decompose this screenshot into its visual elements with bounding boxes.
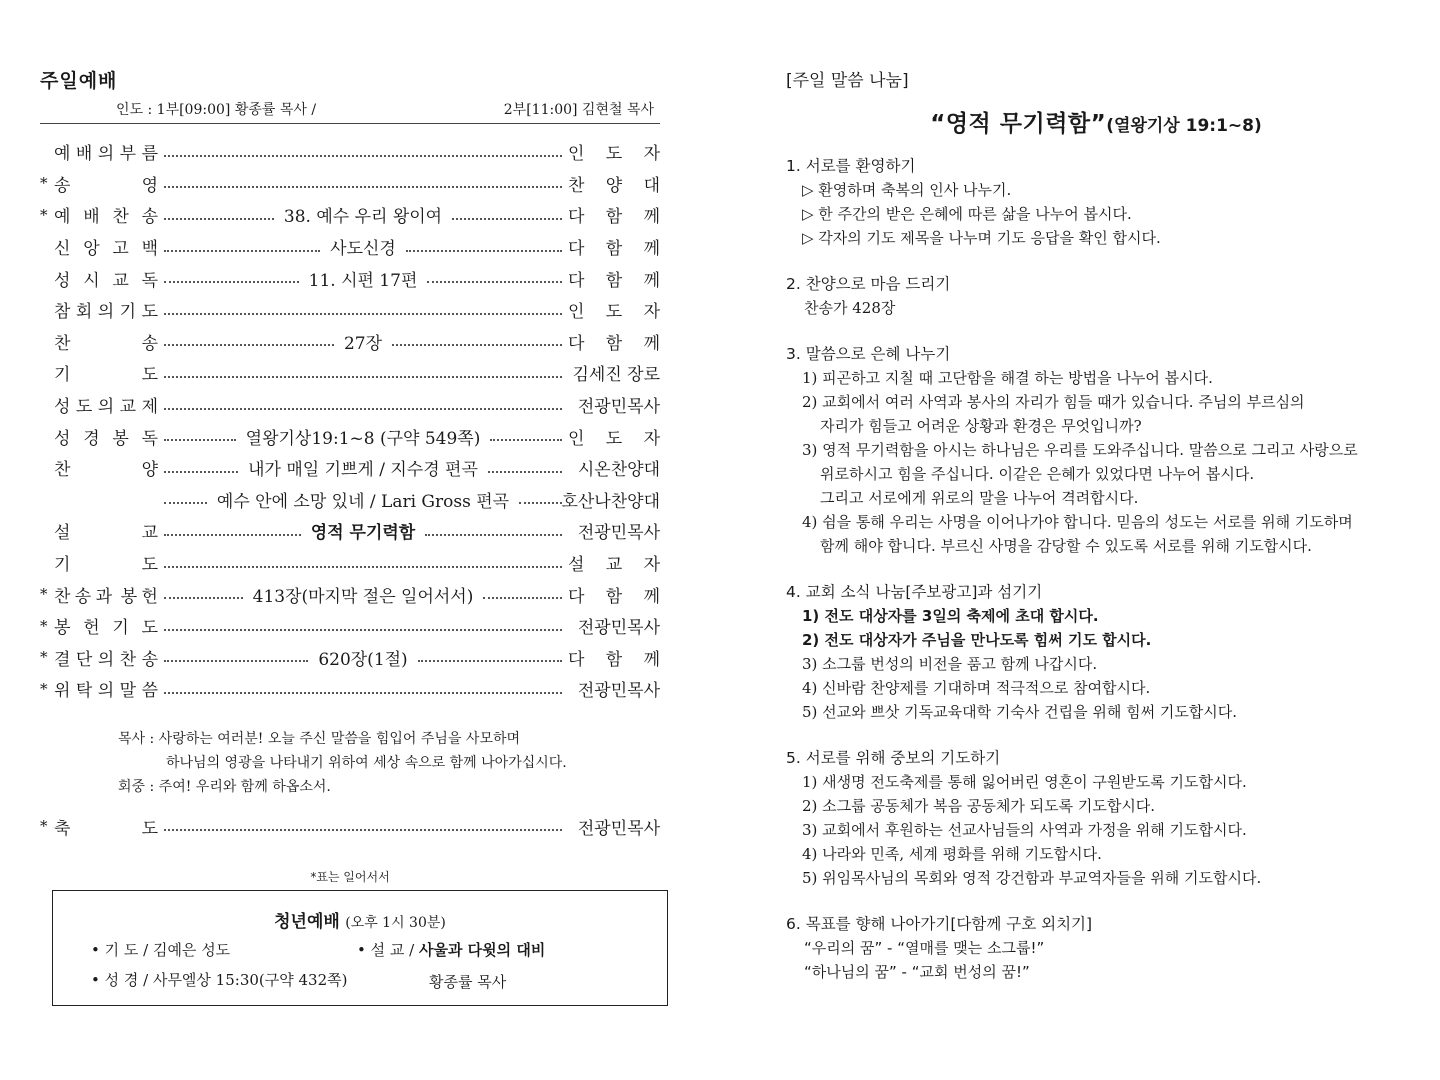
youth-preacher: 황종률 목사 bbox=[429, 973, 507, 991]
order-item-name bbox=[54, 297, 158, 322]
order-name-char: 배 bbox=[75, 144, 93, 165]
order-item-name bbox=[54, 266, 158, 291]
section-line: 자리가 힘들고 어려운 상황과 환경은 무엇입니까? bbox=[820, 417, 1142, 435]
order-leader-dots bbox=[164, 281, 299, 283]
section-line: “하나님의 꿈” - “교회 번성의 꿈!” bbox=[804, 963, 1030, 981]
order-leader-fill bbox=[158, 372, 568, 374]
order-name-char: 배 bbox=[83, 207, 100, 228]
order-leader-fill bbox=[158, 645, 568, 670]
order-leader-dots bbox=[164, 502, 207, 504]
sharing-header: [주일 말씀 나눔] bbox=[786, 71, 909, 91]
order-name-char: 기 bbox=[112, 618, 129, 639]
order-item-name bbox=[54, 139, 158, 164]
section-line: 찬송가 428장 bbox=[804, 299, 896, 317]
sharing-section bbox=[786, 342, 1406, 558]
order-row bbox=[40, 168, 660, 200]
order-star: * bbox=[40, 817, 48, 836]
youth-worship-box bbox=[52, 890, 668, 1006]
order-responsible bbox=[568, 518, 660, 543]
order-resp-part: 자 bbox=[643, 144, 660, 165]
pastor-text-1: 사랑하는 여러분! 오늘 주신 말씀을 힘입어 주님을 사모하며 bbox=[158, 730, 521, 747]
section-line: 2) 전도 대상자가 주님을 만나도록 힘써 기도 합시다. bbox=[802, 631, 1152, 649]
worship-leaders bbox=[40, 99, 660, 124]
order-name-char: 의 bbox=[97, 681, 115, 702]
order-name-char: 씀 bbox=[141, 681, 158, 702]
order-name-char: 송 bbox=[54, 175, 71, 196]
order-resp-part: 께 bbox=[643, 333, 660, 354]
order-name-char: 도 bbox=[75, 397, 93, 418]
order-responsible bbox=[568, 360, 660, 385]
section-line: 2) 소그룹 공동체가 복음 공동체가 되도록 기도합시다. bbox=[802, 797, 1156, 815]
second-service-leader: 2부[11:00] 김현철 목사 bbox=[503, 102, 654, 118]
order-item-detail: 내가 매일 기쁘게 / 지수경 편곡 bbox=[248, 460, 478, 481]
order-row bbox=[40, 610, 660, 642]
sermon-title bbox=[786, 105, 1406, 138]
order-item-name bbox=[54, 455, 158, 480]
order-name-char: 기 bbox=[54, 365, 71, 386]
order-leader-dots bbox=[164, 313, 562, 315]
order-resp-part: 께 bbox=[643, 207, 660, 228]
order-row bbox=[40, 673, 660, 705]
order-item-name bbox=[54, 814, 158, 839]
order-name-char: 신 bbox=[54, 239, 71, 260]
order-name-char: 앙 bbox=[83, 239, 100, 260]
order-item-name bbox=[54, 171, 158, 196]
section-line: ▷ 환영하며 축복의 인사 나누기. bbox=[802, 181, 1012, 199]
section-line: 1) 전도 대상자를 3일의 축제에 초대 합시다. bbox=[802, 607, 1099, 625]
order-item-name bbox=[54, 424, 158, 449]
order-row bbox=[40, 420, 660, 452]
order-responsible bbox=[568, 424, 660, 449]
order-leader-fill bbox=[158, 518, 568, 543]
order-leader-dots bbox=[164, 439, 236, 441]
order-leader-fill bbox=[158, 825, 568, 827]
benediction-row bbox=[40, 811, 660, 843]
order-name-char: 도 bbox=[141, 302, 158, 323]
order-resp-part: 자 bbox=[643, 555, 660, 576]
order-name-char: 시 bbox=[83, 270, 100, 291]
people-response: 회중 : 주여! 우리와 함께 하옵소서. bbox=[118, 778, 331, 795]
section-line: ▷ 각자의 기도 제목을 나누며 기도 응답을 확인 합시다. bbox=[802, 229, 1161, 247]
order-row bbox=[40, 357, 660, 389]
order-leader-dots bbox=[164, 155, 562, 157]
sharing-section bbox=[786, 746, 1406, 890]
order-responsible bbox=[568, 550, 660, 575]
order-responsible bbox=[568, 171, 660, 196]
order-responsible bbox=[568, 814, 660, 839]
order-name-char: 송 bbox=[141, 207, 158, 228]
order-name-char: 성 bbox=[54, 397, 71, 418]
order-name-char: 예 bbox=[54, 144, 71, 165]
section-line: 4) 신바람 찬양제를 기대하며 적극적으로 참여합시다. bbox=[802, 679, 1151, 697]
order-resp-part: 께 bbox=[643, 270, 660, 291]
order-name-char: 의 bbox=[97, 397, 115, 418]
order-responsible bbox=[568, 455, 660, 480]
order-row bbox=[40, 452, 660, 484]
order-resp-part: 도 bbox=[605, 428, 623, 449]
order-leader-dots bbox=[425, 534, 562, 536]
section-heading: 4. 교회 소식 나눔[주보광고]과 섬기기 bbox=[786, 583, 1043, 601]
order-leader-dots bbox=[164, 250, 320, 252]
order-item-name bbox=[54, 550, 158, 575]
order-resp-part: 함 bbox=[605, 333, 623, 354]
order-row bbox=[40, 578, 660, 610]
order-item-detail: 영적 무기력함 bbox=[310, 523, 416, 544]
order-resp-part: 다 bbox=[568, 270, 585, 291]
order-name-char: 백 bbox=[141, 239, 158, 260]
order-leader-dots bbox=[418, 660, 562, 662]
order-name-char: 과 bbox=[95, 586, 113, 607]
order-name-char: 교 bbox=[141, 523, 158, 544]
order-name-char: 참 bbox=[54, 302, 71, 323]
order-star: * bbox=[40, 585, 48, 604]
order-leader-dots bbox=[519, 502, 562, 504]
order-resp-part: 함 bbox=[605, 207, 623, 228]
order-responsible bbox=[568, 139, 660, 164]
order-leader-fill bbox=[158, 202, 568, 227]
order-item-detail: 620장(1절) bbox=[318, 649, 408, 670]
order-name-char: 탁 bbox=[75, 681, 93, 702]
order-name-char: 제 bbox=[141, 397, 158, 418]
order-name-char: 의 bbox=[97, 144, 115, 165]
standing-note: *표는 일어서서 bbox=[310, 870, 390, 885]
order-name-char: 헌 bbox=[83, 618, 100, 639]
order-name-char: 헌 bbox=[141, 586, 158, 607]
order-star: * bbox=[40, 205, 48, 224]
order-name-char: 봉 bbox=[120, 586, 138, 607]
order-leader-dots bbox=[483, 597, 562, 599]
order-name-char: 성 bbox=[54, 270, 71, 291]
order-resp-part: 전광민목사 bbox=[577, 618, 660, 639]
section-heading: 6. 목표를 향해 나아가기[다함께 구호 외치기] bbox=[786, 915, 1093, 933]
order-row bbox=[40, 547, 660, 579]
order-item-name bbox=[54, 392, 158, 417]
order-leader-fill bbox=[158, 151, 568, 153]
order-resp-part: 께 bbox=[643, 649, 660, 670]
order-name-char: 름 bbox=[141, 144, 158, 165]
order-resp-part: 전광민목사 bbox=[577, 397, 660, 418]
order-row bbox=[40, 199, 660, 231]
order-name-char: 도 bbox=[141, 365, 158, 386]
order-name-char: 교 bbox=[119, 397, 137, 418]
order-responsible bbox=[568, 329, 660, 354]
order-item-name bbox=[54, 234, 158, 259]
order-leader-fill bbox=[158, 182, 568, 184]
order-name-char: 부 bbox=[119, 144, 137, 165]
order-leader-dots bbox=[427, 281, 562, 283]
order-name-char: 송 bbox=[141, 333, 158, 354]
order-star: * bbox=[40, 679, 48, 698]
section-line: 5) 선교와 쁘삿 기독교육대학 기숙사 건립을 위해 힘써 기도합시다. bbox=[802, 703, 1238, 721]
youth-sermon-label: • 설 교 / bbox=[357, 941, 419, 959]
order-item-detail: 27장 bbox=[343, 333, 383, 354]
section-heading: 1. 서로를 환영하기 bbox=[786, 157, 916, 175]
section-line: 3) 교회에서 후원하는 선교사님들의 사역과 가정을 위해 기도합시다. bbox=[802, 821, 1247, 839]
order-resp-part: 인 bbox=[568, 428, 585, 449]
order-name-char: 영 bbox=[141, 175, 158, 196]
youth-scripture: • 성 경 / 사무엘상 15:30(구약 432쪽) bbox=[91, 971, 348, 989]
youth-sermon-title: 사울과 다윗의 대비 bbox=[418, 941, 546, 959]
youth-prayer: • 기 도 / 김예은 성도 bbox=[91, 941, 231, 959]
section-line: 그리고 서로에게 위로의 말을 나누어 격려합시다. bbox=[820, 489, 1139, 507]
order-item-name bbox=[54, 518, 158, 543]
order-name-char: 도 bbox=[141, 618, 158, 639]
order-leader-dots bbox=[164, 408, 562, 410]
order-name-char: 봉 bbox=[112, 428, 129, 449]
order-row bbox=[40, 484, 660, 516]
worship-order-panel bbox=[40, 66, 660, 885]
section-line: ▷ 한 주간의 받은 은혜에 따른 삶을 나누어 봅시다. bbox=[802, 205, 1132, 223]
sharing-section bbox=[786, 272, 1406, 320]
order-resp-part: 전광민목사 bbox=[577, 523, 660, 544]
order-resp-part: 께 bbox=[643, 586, 660, 607]
order-leader-fill bbox=[158, 582, 568, 607]
order-name-char: 고 bbox=[112, 239, 129, 260]
section-heading: 3. 말씀으로 은혜 나누기 bbox=[786, 345, 951, 363]
order-resp-part: 다 bbox=[568, 239, 585, 260]
order-of-service bbox=[40, 136, 660, 705]
order-name-char: 의 bbox=[97, 302, 115, 323]
order-leader-fill bbox=[158, 688, 568, 690]
order-resp-part: 찬 bbox=[568, 175, 585, 196]
youth-worship-heading bbox=[53, 907, 667, 932]
order-name-char: 송 bbox=[141, 649, 158, 670]
order-row bbox=[40, 262, 660, 294]
order-resp-part: 다 bbox=[568, 649, 585, 670]
pastor-line-2: 하나님의 영광을 나타내기 위하여 세상 속으로 함께 나아가십시다. bbox=[166, 754, 567, 771]
order-leader-fill bbox=[158, 309, 568, 311]
order-leader-fill bbox=[158, 266, 568, 291]
order-name-char: 경 bbox=[83, 428, 100, 449]
order-resp-part: 교 bbox=[605, 555, 623, 576]
youth-sermon bbox=[357, 939, 545, 960]
section-line: 5) 위임목사님의 목회와 영적 강건함과 부교역자들을 위해 기도합시다. bbox=[802, 869, 1262, 887]
order-row bbox=[40, 231, 660, 263]
order-resp-part: 시온찬양대 bbox=[577, 460, 660, 481]
order-item-name bbox=[54, 676, 158, 701]
order-responsible bbox=[568, 202, 660, 227]
order-leader-dots bbox=[164, 629, 562, 631]
order-leader-dots bbox=[164, 829, 562, 831]
sunday-worship-title: 주일예배 bbox=[40, 70, 118, 92]
order-resp-part: 김세진 장로 bbox=[572, 365, 660, 386]
first-service-leader: 인도 : 1부[09:00] 황종률 목사 / bbox=[116, 102, 317, 118]
order-item-name bbox=[54, 582, 158, 607]
order-resp-part: 자 bbox=[643, 302, 660, 323]
order-resp-part: 함 bbox=[605, 270, 623, 291]
order-item-detail: 예수 안에 소망 있네 / Lari Gross 편곡 bbox=[216, 491, 510, 512]
order-star: * bbox=[40, 174, 48, 193]
order-leader-dots bbox=[164, 344, 334, 346]
youth-worship-title: 청년예배 bbox=[274, 912, 340, 932]
order-resp-part: 함 bbox=[605, 649, 623, 670]
order-resp-part: 께 bbox=[643, 239, 660, 260]
section-line: 3) 영적 무기력함을 아시는 하나님은 우리를 도와주십니다. 말씀으로 그리고 사랑으로 bbox=[802, 441, 1358, 459]
order-name-char: 기 bbox=[119, 302, 137, 323]
section-line: 4) 나라와 민족, 세계 평화를 위해 기도합시다. bbox=[802, 845, 1102, 863]
order-row bbox=[40, 326, 660, 358]
order-item-name bbox=[54, 360, 158, 385]
order-leader-dots bbox=[164, 660, 308, 662]
order-name-char: 결 bbox=[54, 649, 71, 670]
order-name-char: 교 bbox=[112, 270, 129, 291]
benediction-row-container bbox=[40, 811, 660, 843]
order-resp-part: 다 bbox=[568, 207, 585, 228]
order-responsible bbox=[568, 613, 660, 638]
order-leader-dots bbox=[392, 344, 562, 346]
order-responsible bbox=[568, 297, 660, 322]
order-name-char: 찬 bbox=[119, 649, 137, 670]
order-resp-part: 설 bbox=[568, 555, 585, 576]
order-leader-dots bbox=[164, 534, 301, 536]
order-leader-fill bbox=[158, 329, 568, 354]
order-resp-part: 전광민목사 bbox=[577, 681, 660, 702]
order-leader-dots bbox=[164, 186, 562, 188]
order-resp-part: 인 bbox=[568, 144, 585, 165]
section-line: 함께 해야 합니다. 부르신 사명을 감당할 수 있도록 서로를 위해 기도합시다. bbox=[820, 537, 1312, 555]
section-line: “우리의 꿈” - “열매를 맺는 소그룹!” bbox=[804, 939, 1045, 957]
order-row bbox=[40, 515, 660, 547]
order-name-char: 찬 bbox=[54, 333, 71, 354]
order-item-detail: 413장(마지막 절은 일어서서) bbox=[252, 586, 474, 607]
order-responsible bbox=[568, 392, 660, 417]
section-line: 4) 쉼을 통해 우리는 사명을 이어나가야 합니다. 믿음의 성도는 서로를 위해 기도하며 bbox=[802, 513, 1353, 531]
order-name-char: 도 bbox=[141, 555, 158, 576]
order-resp-part: 호산나찬양대 bbox=[561, 491, 660, 512]
order-leader-dots bbox=[488, 471, 562, 473]
order-leader-dots bbox=[164, 376, 562, 378]
responsive-liturgy bbox=[40, 727, 660, 799]
order-leader-fill bbox=[158, 625, 568, 627]
sermon-title-reference: (열왕기상 19:1~8) bbox=[1106, 116, 1262, 136]
section-line: 1) 피곤하고 지칠 때 고단함을 해결 하는 방법을 나누어 봅시다. bbox=[802, 369, 1213, 387]
order-item-detail: 38. 예수 우리 왕이여 bbox=[283, 207, 443, 228]
pastor-line-1 bbox=[118, 727, 660, 751]
order-leader-fill bbox=[158, 234, 568, 259]
order-name-char: 예 bbox=[54, 207, 71, 228]
order-responsible bbox=[568, 234, 660, 259]
order-leader-dots bbox=[164, 471, 238, 473]
section-line: 위로하시고 힘을 주십니다. 이같은 은혜가 있었다면 나누어 봅시다. bbox=[820, 465, 1255, 483]
order-responsible bbox=[561, 487, 660, 512]
order-row bbox=[40, 294, 660, 326]
order-name-char: 양 bbox=[141, 460, 158, 481]
order-responsible bbox=[568, 676, 660, 701]
order-name-char: 말 bbox=[119, 681, 137, 702]
youth-worship-time: (오후 1시 30분) bbox=[345, 915, 446, 931]
order-resp-part: 다 bbox=[568, 586, 585, 607]
sharing-section bbox=[786, 154, 1406, 250]
order-responsible bbox=[568, 266, 660, 291]
order-leader-dots bbox=[452, 218, 562, 220]
order-leader-fill bbox=[158, 424, 568, 449]
order-leader-fill bbox=[158, 487, 568, 512]
sharing-section bbox=[786, 580, 1406, 724]
order-leader-dots bbox=[164, 597, 243, 599]
order-row bbox=[40, 642, 660, 674]
order-name-char: 축 bbox=[54, 818, 71, 839]
order-name-char: 독 bbox=[141, 428, 158, 449]
order-name-char: 의 bbox=[97, 649, 115, 670]
order-name-char: 기 bbox=[54, 555, 71, 576]
order-resp-part: 양 bbox=[605, 175, 623, 196]
order-item-name bbox=[54, 645, 158, 670]
order-resp-part: 도 bbox=[605, 302, 623, 323]
order-item-name bbox=[54, 613, 158, 638]
order-item-detail: 열왕기상19:1~8 (구약 549쪽) bbox=[245, 428, 481, 449]
order-name-char: 단 bbox=[75, 649, 93, 670]
order-responsible bbox=[568, 645, 660, 670]
section-line: 3) 소그룹 번성의 비전을 품고 함께 나갑시다. bbox=[802, 655, 1098, 673]
sermon-sharing-panel bbox=[786, 66, 1406, 984]
order-name-char: 송 bbox=[74, 586, 92, 607]
order-resp-part: 인 bbox=[568, 302, 585, 323]
order-responsible bbox=[568, 582, 660, 607]
order-leader-fill bbox=[158, 455, 568, 480]
order-name-char: 봉 bbox=[54, 618, 71, 639]
order-name-char: 찬 bbox=[54, 460, 71, 481]
pastor-label: 목사 : bbox=[118, 730, 159, 747]
order-item-name bbox=[54, 329, 158, 354]
order-name-char: 회 bbox=[75, 302, 93, 323]
order-resp-part: 자 bbox=[643, 428, 660, 449]
order-star: * bbox=[40, 616, 48, 635]
section-line: 1) 새생명 전도축제를 통해 잃어버린 영혼이 구원받도록 기도합시다. bbox=[802, 773, 1247, 791]
sharing-section bbox=[786, 912, 1406, 984]
order-item-detail: 11. 시편 17편 bbox=[308, 270, 418, 291]
order-leader-dots bbox=[490, 439, 562, 441]
order-row bbox=[40, 136, 660, 168]
order-name-char: 위 bbox=[54, 681, 71, 702]
order-name-char: 설 bbox=[54, 523, 71, 544]
sermon-title-text: “영적 무기력함” bbox=[930, 111, 1107, 137]
order-resp-part: 전광민목사 bbox=[577, 818, 660, 839]
order-item-detail: 사도신경 bbox=[330, 239, 396, 260]
order-leader-fill bbox=[158, 562, 568, 564]
order-leader-dots bbox=[406, 250, 562, 252]
order-resp-part: 도 bbox=[605, 144, 623, 165]
section-heading: 2. 찬양으로 마음 드리기 bbox=[786, 275, 951, 293]
order-leader-fill bbox=[158, 404, 568, 406]
order-resp-part: 함 bbox=[605, 239, 623, 260]
order-leader-dots bbox=[164, 566, 562, 568]
order-item-name bbox=[54, 202, 158, 227]
order-resp-part: 함 bbox=[605, 586, 623, 607]
order-name-char: 찬 bbox=[54, 586, 71, 607]
order-name-char: 독 bbox=[141, 270, 158, 291]
order-leader-dots bbox=[164, 218, 274, 220]
order-leader-dots bbox=[164, 692, 562, 694]
order-row bbox=[40, 389, 660, 421]
sharing-sections bbox=[786, 154, 1406, 984]
order-resp-part: 대 bbox=[643, 175, 660, 196]
order-name-char: 찬 bbox=[112, 207, 129, 228]
section-heading: 5. 서로를 위해 중보의 기도하기 bbox=[786, 749, 1001, 767]
section-line: 2) 교회에서 여러 사역과 봉사의 자리가 힘들 때가 있습니다. 주님의 부르심의 bbox=[802, 393, 1305, 411]
order-name-char: 성 bbox=[54, 428, 71, 449]
order-star: * bbox=[40, 648, 48, 667]
order-resp-part: 다 bbox=[568, 333, 585, 354]
order-name-char: 도 bbox=[141, 818, 158, 839]
